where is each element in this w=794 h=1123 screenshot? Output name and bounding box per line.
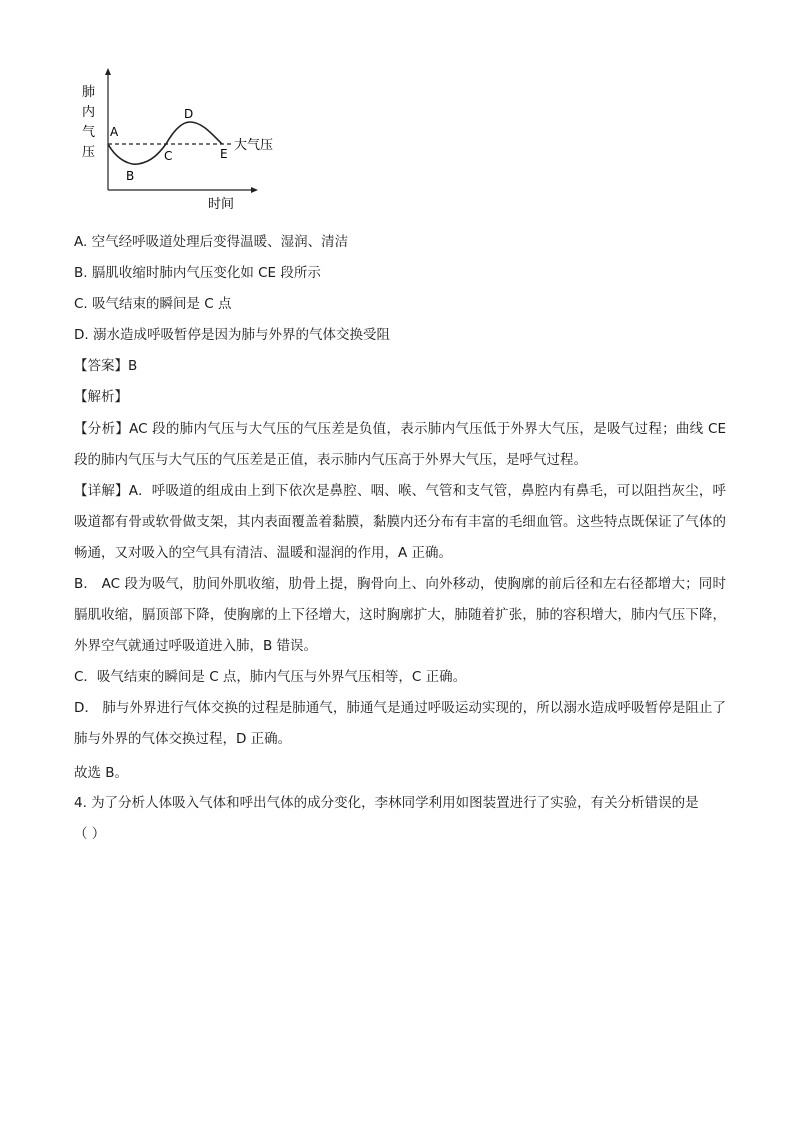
option-d: D. 溺水造成呼吸暂停是因为肺与外界的气体交换受阻 bbox=[74, 327, 390, 343]
baseline-label: 大气压 bbox=[234, 138, 274, 153]
option-b: B. 膈肌收缩时肺内气压变化如 CE 段所示 bbox=[74, 265, 321, 281]
y-axis-arrow bbox=[105, 68, 111, 75]
option-c: C. 吸气结束的瞬间是 C 点 bbox=[74, 296, 232, 312]
point-label-d: D bbox=[184, 107, 194, 121]
fenxi-text: AC 段的肺内气压与大气压的气压差是负值，表示肺内气压低于外界大气压，是吸气过程；曲线 CE 段的肺内气压与大气压的气压差是正值，表示肺内气压高于外界大气压，是呼气过程。 bbox=[74, 421, 727, 468]
answer-value: B bbox=[128, 358, 138, 374]
y-label-char: 压 bbox=[82, 145, 96, 160]
answer-tag: 【答案】 bbox=[74, 358, 128, 374]
point-label-b: B bbox=[126, 169, 135, 183]
point-label-c: C bbox=[164, 149, 173, 163]
xiangjie-d-paragraph: D． 肺与外界进行气体交换的过程是肺通气，肺通气是通过呼吸运动实现的，所以溺水造成呼吸暂停是阻止了肺与外界的气体交换过程，D 正确。 bbox=[74, 700, 726, 747]
xiangjie-tag: 【详解】 bbox=[74, 483, 129, 499]
y-label-char: 肺 bbox=[82, 85, 96, 100]
analysis-tag: 【解析】 bbox=[74, 389, 128, 405]
y-label-char: 气 bbox=[82, 125, 96, 140]
xiangjie-a-text: A．呼吸道的组成由上到下依次是鼻腔、咽、喉、气管和支气管，鼻腔内有鼻毛，可以阻挡灰尘，呼吸道都有骨或软骨做支架，其内表面覆盖着黏膜，黏膜内还分布有丰富的毛细血管。这些特点既保证了气体的畅通，又对吸入的空气具有清洁、温暖和湿润的作用，A 正确。 bbox=[74, 483, 727, 561]
fenxi-paragraph bbox=[74, 414, 726, 476]
xiangjie-c-paragraph: C．吸气结束的瞬间是 C 点，肺内气压与外界气压相等，C 正确。 bbox=[74, 669, 467, 685]
answer-line bbox=[74, 356, 137, 376]
option-a: A. 空气经呼吸道处理后变得温暖、湿润、清洁 bbox=[74, 234, 349, 250]
pressure-curve-svg bbox=[74, 66, 294, 216]
point-label-a: A bbox=[110, 125, 119, 139]
xiangjie-a-paragraph bbox=[74, 476, 726, 569]
xiangjie-b-paragraph: B． AC 段为吸气，肋间外肌收缩，肋骨上提，胸骨向上、向外移动，使胸廓的前后径和左右径都增大；同时膈肌收缩，膈顶部下降，使胸廓的上下径增大，这时胸廓扩大，肺随着扩张，肺的容积增大，肺内气压下降，外界空气就通过呼吸道进入肺，B 错误。 bbox=[74, 576, 726, 654]
fenxi-tag: 【分析】 bbox=[74, 421, 130, 437]
x-axis-label: 时间 bbox=[208, 197, 235, 212]
point-label-e: E bbox=[220, 147, 228, 161]
question-4-bracket: （ ） bbox=[74, 826, 106, 842]
question-4-text: 4. 为了分析人体吸入气体和呼出气体的成分变化，李林同学利用如图装置进行了实验，有关分析错误的是 bbox=[74, 795, 699, 811]
y-label-char: 内 bbox=[82, 105, 96, 120]
pressure-curve-figure bbox=[74, 66, 294, 216]
conclusion: 故选 B。 bbox=[74, 765, 129, 781]
x-axis-arrow bbox=[251, 187, 258, 193]
question-4 bbox=[74, 788, 726, 850]
